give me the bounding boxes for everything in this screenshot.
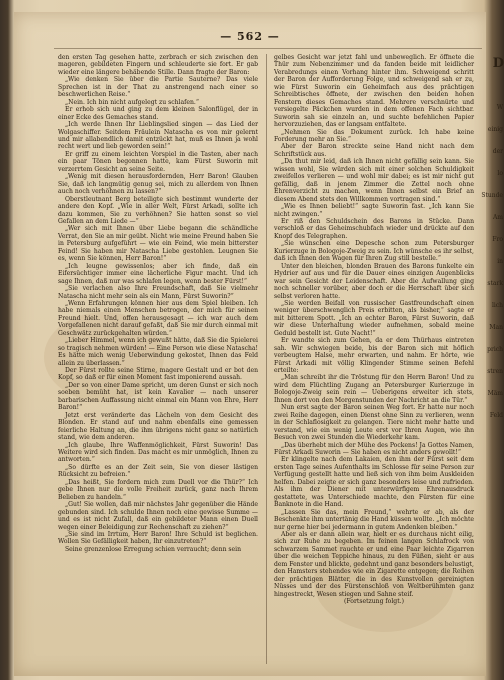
paragraph: „Wenig mit diesen herausfordernden, Herr Baron! Glauben Sie, daß ich langmütig genug sei, mich zu allerdem von Ihnen auch noch verhöhnen zu lassen?“: [58, 173, 258, 196]
paragraph: „Wie es Ihnen beliebt!“ sagte Suworin fast. „Ich kann Sie nicht zwingen.“: [274, 203, 474, 218]
edge-word: der: [492, 148, 503, 155]
header-rule: [54, 48, 482, 49]
column-rule: [266, 54, 267, 664]
paragraph: „Ich leugne gewissenlos; aber ich finde, daß ein Eifersüchtiger immer eine lächerliche Figur macht. Und ich sage Ihnen, daß nur was schlafen legen, wenn bester Fürst!“: [58, 262, 258, 285]
paragraph: „Wenn Erfahrungen können hier aus dem Spiel bleiben. Ich habe niemals einen Menschen betrogen, der mich für seinen Freund hielt. Und, offen herausgesagt — ich war auch dem Vorgefallenen nicht darauf gefaßt, daß Sie mir durch einmal mit Geschwätz zurückgehalten würden.“: [58, 299, 258, 337]
edge-word: W: [496, 104, 503, 111]
paragraph: „Sie sind im Irrtum, Herr Baron! Ihre Schuld ist beglichen. Wollen Sie Gefälligkeit haben, Ihr einzutreten?“: [58, 531, 258, 546]
edge-word: D: [492, 56, 504, 71]
paragraph: Seine grenzenlose Erregung schien verraucht; denn sein: [65, 545, 242, 553]
paragraph: Nun erst sagte der Baron seinen Weg fort. Er hatte nur noch zwei Reihe dagegen, einen Dienst ohne Sinn zu verlieren, wenn in der Schlaflosigkeit zu gelangen. Tiere nicht mehr hatte und verstand, wie ein wenig Leute erst vor Ihren Augen, wie ihn Besuch von zwei Stunden die Wiederkehr kam.: [274, 404, 474, 442]
edge-word: lich: [491, 302, 503, 309]
paragraph: (Fortsetzung folgt.): [344, 598, 404, 606]
edge-word: Man: [489, 324, 503, 331]
edge-word: lo: [497, 170, 503, 177]
paragraph: Er wandte sich zum Gehen, da er dem Thürhaus eintreten sah. Wir schwiegen beide, bis der Baron sich mit höflich verbeugtem Halse, mehr erwarten, und nahm. Er hörte, wie Fürst Arkadi mit völlig Klingender Stimme seinen Befehl erteilte:: [274, 337, 474, 375]
left-column: [58, 54, 258, 553]
paragraph: „Wie denken Sie über die Partie Sauterne? Das viele Sprechen ist in der That zu anstrengend nach einer so beschwerlichen Reise.“: [58, 76, 258, 99]
paragraph: Er riß den Schuldschein des Barons in Stücke. Dann verschloß er das Geheimschubfach wieder und drückte auf den Knopf des Telegraphen.: [274, 217, 474, 240]
paragraph: „Lieber Himmel, wenn ich gewußt hätte, daß Sie die Spielerei so tragisch nehmen würden! — Eine Person wie diese Natascha! Es hätte mich wenig Ueberwindung gekostet, Ihnen das Feld allein zu überlassen.“: [58, 337, 258, 367]
paragraph: Er griff zu einem leichten Vorspiel in die Tasten, aber nach ein paar Tönen begonnen hatte, kam Fürst Suworin mit verzerrtem Gesicht an seine Seite.: [58, 150, 258, 173]
paragraph: „Ich glaube, Ihre Waffenmöglichkeit, Fürst Suworin! Das Weitere wird sich finden. Das macht es mir unmöglich, Ihnen zu antworten.“: [58, 441, 258, 464]
paragraph: den ersten Tag gesehen hatte, zerbrach er sich zwischen den mageren, gebildeten Fingern und schleuderte sie fort. Er gab wieder eine längere behäbende Stille. Dann fragte der Baron:: [58, 54, 258, 76]
paragraph: „Man schreibt ihr die Tröstung für den Herrn Baron! Und zu wird dem Flüchtling Zugang an Petersburger Kurierzuge in Bologoje-Zweig sein rein — Ueberigens erweiter ich stets, Ihnen dort von den Morgenstunden der Nachricht an die Tür.“: [274, 374, 474, 404]
newspaper-page: [14, 12, 486, 676]
paragraph: „Das heißt, Sie fordern mich zum Duell vor die Thür?“ Ich gebe Ihnen nur die volle Freiheit zurück, ganz nach Ihrem Belieben zu handeln.“: [58, 478, 258, 501]
paragraph: „Sie werden Beifall von russischer Gastfreundschaft einen weniger überschwenglich Preis erbitten, als bisher,“ sagte er mit bitterem Spott. „Ich an echter Baron, Fürst Suworin, daß wir diese Unterhaltung wieder aufnehmen, sobald meine Geduld bestellt ist. Gute Nacht!“: [274, 299, 474, 337]
paragraph: Oberstleutnant Berg beteiligte sich bestimmt wunderte der andere den Kopf. „Wie in aller Welt, Fürst Arkadi, sollte ich dazu kommen, Sie zu verhöhnen? Sie hatten sonst so viel Gefallen an dem Liede —“: [58, 195, 258, 225]
paragraph: „Ich werde Ihnen Ihr Lieblingslied singen — das Lied der Wolgaschiffer. Seitdem Fräulein Natascha es von mir gelernt und mir allabendlich damit entzückt hat, muß es Ihnen ja wohl recht wert und lieb geworden sein!“: [58, 121, 258, 151]
paragraph: Jetzt erst veränderte das Lächeln von dem Gesicht des Blonden. Er stand auf und nahm ebenfalls eine gemessen feierliche Haltung an, die ihm übrigens nicht ganz so natürlich stand, wie dem anderen.: [58, 411, 258, 442]
edge-word: prich: [487, 346, 503, 353]
paragraph: „Sie wünschen eine Depesche schon zum Petersburger Kurierzuge in Bologoje-Zweig zu sein. Ich wünsche es ihr selbst, daß ich Ihnen den Wagen für Ihren Zug still bestelle.“: [274, 240, 474, 263]
paragraph: Unter den bleichen, blonden Brauen des Barons funkelte ein Hydrier auf aus und für die Dauer eines einzigen Augenblicks war sein Gesicht der Leidenschaft. Aber die Aufwallung ging noch schneller vorüber, aber doch er die Herrschaft über sich selbst verloren hatte.: [274, 262, 474, 300]
paragraph: „Da thut mir leid, daß ich Ihnen nicht gefällig sein kann. Sie wissen wohl, Sie würden sich mit einer solchen Schuldigkeit zweifellos verlieren — und wohl mir dabei; es ist mir nicht gut gefällig, daß in jenem Zimmer die Zettel noch ohne Ehrenverzicht zu machen, wenn Ihnen selbst ein Brief an diesem Abend stets den Willkommen vortragen sind.“: [274, 158, 474, 203]
edge-word: Feld: [489, 412, 503, 419]
paragraph: Er klingelte nach dem Lakaien, den ihm der Fürst seit dem ersten Tage seines Aufenthalts im Schlosse für seine Person zur Verfügung gestellt hatte und ließ sich von ihm beim Auskleiden helfen. Dabei zeigte er sich ganz besonders leise und zufrieden. Als ihm der Diener mit unterwürfigem Ehrenausdruck gestattete, was Unterschiede machte, den Fürsten für eine Banknote in die Hand.: [274, 456, 474, 509]
right-column: [274, 54, 474, 606]
edge-word: in: [497, 258, 503, 265]
edge-word: Stunde: [481, 192, 503, 199]
paragraph: „Lassen Sie das, mein Freund,“ wehrte er ab, als der Beschenkte ihm untertänig die Hand küssen wollte. „Ich möchte nur gerne hier bei jedermann in gutem Andenken bleiben.“: [274, 508, 474, 531]
paragraph: „So dürfte es an der Zeit sein, Sie von dieser lästigen Rücksicht zu befreien.“: [58, 463, 258, 479]
paragraph: „Nehmen Sie das Dokument zurück. Ich habe keine Forderung mehr an Sie.“: [274, 128, 474, 143]
paragraph: gelbes Gesicht war jetzt fahl und unbeweglich. Er öffnete die Thür zum Nebenzimmer und da fanden beide mit leidlicher Verabredungs einen Vorhang hinter ihm. Schweigend schritt der Baron der Aufforderung Folge, und schweigend sah er zu, wie Fürst Suworin ein Geheimfach aus des prächtigen Schreibtisches öffnete, der zwischen den beiden hohen Fenstern dieses Gemaches stand. Mehrere verschnürte und versiegelte Päckchen wurden in dem offenen Fach sichtbar. Suworin sah sie einzeln an, und suchte befehlichen Papier hervorzuziehen, das er langsam entfaltete.: [274, 54, 474, 129]
paragraph: „Gut! Sie wollen, daß mir nächstes Jahr gegenüber die Hände gebunden sind. Ich schulde Ihnen noch eine gewisse Summe — und es ist nicht Zufall, daß ein gebildeter Mann einen Duell wegen einer Beleidigung zur Rechenschaft zu ziehen?“: [58, 501, 258, 531]
page-number: — 562 —: [220, 30, 280, 43]
edge-word: Fro: [492, 236, 503, 243]
edge-word: stark: [487, 280, 503, 287]
paragraph: Aber als er dann allein war, hielt er es durchaus nicht eilig, sich zur Ruhe zu begeben. Im feinen langen Schlafrock von schwarzem Sammet rauchte er und eine Paar leichte Zigarren über die weichen Teppiche hinaus, zu den Füßen, sieht er aus dem Fenster und blickte, gedehnt und ganz besonders belustigt, den Hamsters stehendes wie ein Zigarette entgegen; die Reihen der prächtigen Blätter, die in des Kunstvollen gereinigten Nüsses und der des Fürstenschloß von Weltberühmten ganz hingestreckt, Wesen stiegen und Sahne steif.: [274, 531, 474, 598]
paragraph: „Nein. Ich bin nicht aufgelegt zu schlafen.“: [65, 98, 199, 106]
paragraph: Aber der Baron streckte seine Hand nicht nach dem Schriftstück aus.: [274, 143, 474, 158]
paragraph: „Das überhebt mich der Mühe des Pockens! Ja Gottes Namen, Fürst Arkadi Suworin — Sie haben es nicht anders gewollt!“: [274, 441, 474, 457]
edge-word: einig: [487, 126, 503, 133]
edge-word: stren: [487, 368, 503, 375]
paragraph: „Sie verlachen also Ihre Freundschaft, daß Sie vielmehr Natascha nicht mehr sein als ein Mann, Fürst Suworin?“: [58, 285, 258, 300]
paragraph: Der Fürst rollte seine Stirne, magere Gestalt und er bot den Kopf, so daß er für einen Moment fast imponierend aussah.: [58, 367, 258, 382]
paragraph: „Wer sich mit Ihnen über Liebe begann die schändliche Verrat, den Sie an mir geübt. Nicht wie meine Freund haben Sie in Petersburg aufgeführt — wie ein Feind, wie mein bitterster Feind! Sie haben mir Natascha Liebe gestohlen. Leugnen Sie es, wenn Sie können, Herr Baron!“: [58, 225, 258, 263]
paragraph: „Der so von einer Dame spricht, um deren Gunst er sich noch soeben bemüht hat, ist kein Kavalier — nach unserer barbarischen Auffassung nicht einmal ein Mann von Ehre, Herr Baron!“: [58, 381, 258, 412]
paragraph: Er erhob sich und ging zu dem kleinen Salonflügel, der in einer Ecke des Gemaches stand.: [58, 106, 258, 121]
edge-word: Am: [492, 214, 503, 221]
edge-word: Mäm: [487, 390, 503, 397]
next-page-edge: [481, 20, 504, 670]
